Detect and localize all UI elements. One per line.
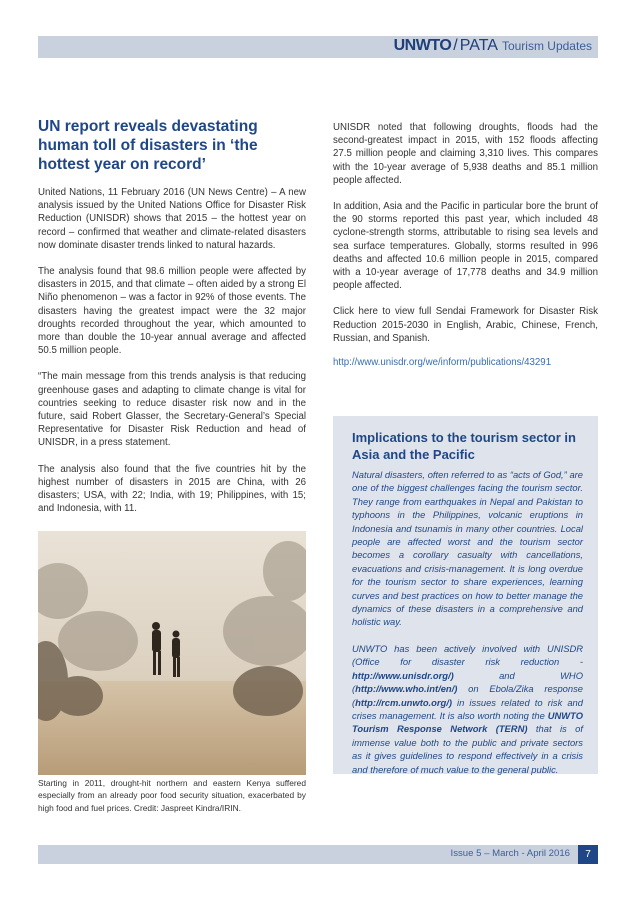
header-bar	[38, 36, 598, 58]
rcm-link[interactable]: http://rcm.unwto.org/)	[355, 696, 452, 708]
paragraph: UNISDR noted that following droughts, floods had the second-greatest impact in 2015, with 152 floods affecting 27.5 million people and claiming 3,310 lives. This compares with the 10-year average of 5,938 deaths and 85.1 million people affected.	[333, 122, 598, 186]
drought-photo	[38, 531, 306, 775]
tern-name: UNWTO Tourism Response Network (TERN)	[352, 709, 583, 735]
left-column	[38, 186, 306, 528]
logo-separator: /	[453, 37, 458, 54]
paragraph: The analysis also found that the five countries hit by the highest number of disasters in 2015 are China, with 26 disasters; USA, with 22; India, with 19; Philippines, with 15; and Indonesia, with 11.	[38, 463, 306, 515]
article-title: UN report reveals devastating human toll of disasters in ‘the hottest year on record’	[38, 118, 258, 173]
box-body	[352, 468, 583, 789]
logo-unwto: UNWTO	[393, 37, 452, 54]
paragraph: The analysis found that 98.6 million people were affected by disasters in 2015, and that climate – often aided by a strong El Niño phenomenon – was a factor in 92% of those events. The disasters having the greatest impact were the 32 major droughts recorded throughout the year, which amounted to more than double the 10-year annual average and affected 50.5 million people.	[38, 266, 306, 357]
publication-name: Tourism Updates	[501, 39, 592, 53]
unisdr-link[interactable]: http://www.unisdr.org/)	[352, 669, 454, 681]
publication-link[interactable]: http://www.unisdr.org/we/inform/publications/43291	[333, 357, 552, 369]
paragraph: In addition, Asia and the Pacific in particular bore the brunt of the 90 storms reported this past year, which included 48 cyclone-strength storms, attributable to rising sea levels and sea surface temperatures. Globally, storms resulted in 996 deaths and affected 10.6 million people in 2015, compared with a 10-year average of 17,778 deaths and 34.9 million people affected.	[333, 201, 598, 292]
box-title: Implications to the tourism sector in Asia and the Pacific	[352, 430, 576, 462]
photo-caption: Starting in 2011, drought-hit northern and eastern Kenya suffered especially from an already poor food security situation, exacerbated by high food and fuel prices. Credit: Jaspreet Kindra/IRIN.	[38, 778, 306, 813]
page-number: 7	[578, 845, 598, 864]
issue-label: Issue 5 – March - April 2016	[450, 848, 570, 859]
who-link[interactable]: http://www.who.int/en/)	[355, 683, 458, 695]
right-column	[333, 121, 598, 382]
logo-pata: PATA	[459, 37, 498, 54]
box-paragraph: UNWTO has been actively involved with UNISDR (Office for disaster risk reduction - http://www.unisdr.org/) and WHO (http://www.who.int/en/) on Ebola/Zika response (http://rcm.unwto.org/) in issues related to risk and crises management. It is also worth noting the UNWTO Tourism Response Network (TERN) that is of immense value both to the public and private sectors as it gives guidelines to respond effectively in a crisis and therefore of much value to the general public.	[352, 642, 583, 775]
box-paragraph: Natural disasters, often referred to as “acts of God,” are one of the biggest challenges facing the tourism sector. They range from earthquakes in Nepal and Pakistan to typhoons in the Philippines, volcanic eruptions in Indonesia and tsunamis in many other countries. Local people are affected worst and the tourism sector becomes a corollary casualty with cancellations, evacuations and crisis-management. It is long overdue for the tourism sector to share experiences, learning curves and best practices on how to better manage the dynamics of these disasters in a comprehensive and holistic way.	[352, 469, 583, 628]
paragraph: United Nations, 11 February 2016 (UN News Centre) – A new analysis issued by the United Nations Office for Disaster Risk Reduction (UNISDR) shows that 2015 – the hottest year on record – confirmed that weather and climate-related disasters now dominate disaster trends linked to natural hazards.	[38, 187, 306, 251]
footer-bar	[38, 845, 578, 864]
paragraph: Click here to view full Sendai Framework for Disaster Risk Reduction 2015-2030 in English, Arabic, Chinese, French, Russian, and Spanish.	[333, 306, 598, 344]
paragraph: “The main message from this trends analysis is that reducing greenhouse gases and adapting to climate change is vital for countries seeking to reduce disaster risk now and in the future, said Robert Glasser, the Secretary-General’s Special Representative for Disaster Risk Reduction and head of UNISDR, in a press statement.	[38, 371, 306, 449]
tourism-implications-box	[333, 416, 598, 774]
unwto-pata-logo	[394, 37, 592, 57]
